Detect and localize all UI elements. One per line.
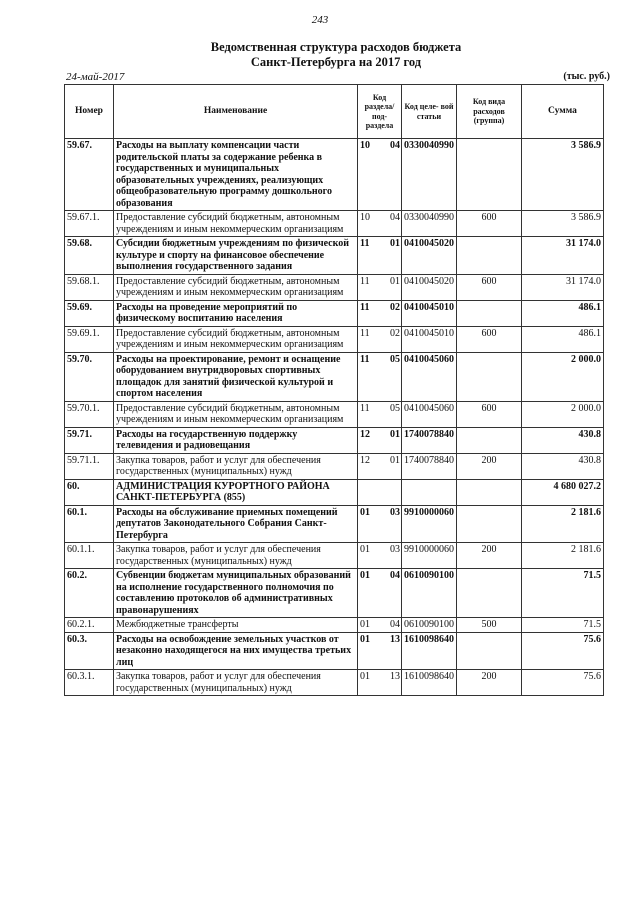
row-amount: 3 586.9 — [522, 211, 604, 237]
table-row — [65, 326, 604, 352]
subsection-code: 03 — [390, 544, 400, 555]
row-name: Расходы на выплату компенсации части родительской платы за содержание ребенка в государственных и муниципальных образовательных учреждениях, реализующих общеобразовательную программу дошкольного образования — [114, 139, 358, 211]
table-row — [65, 139, 604, 211]
row-amount: 71.5 — [522, 569, 604, 618]
row-expense-type-code: 200 — [457, 670, 522, 696]
row-expense-type-code — [457, 352, 522, 401]
subsection-code: 05 — [390, 402, 400, 414]
subsection-code: 02 — [390, 301, 400, 313]
table-row — [65, 505, 604, 543]
row-name: Предоставление субсидий бюджетным, автономным учреждениям и иным некоммерческим организациям — [114, 211, 358, 237]
row-number: 60.3. — [65, 632, 114, 670]
table-row — [65, 632, 604, 670]
row-name: Предоставление субсидий бюджетным, автономным учреждениям и иным некоммерческим организациям — [114, 401, 358, 427]
row-number: 59.69.1. — [65, 326, 114, 352]
row-name: Расходы на государственную поддержку телевидения и радиовещания — [114, 427, 358, 453]
row-name: Субсидии бюджетным учреждениям по физической культуре и спорту на финансовое обеспечение выполнения государственного задания — [114, 237, 358, 275]
expenditure-table — [64, 84, 604, 696]
row-target-code: 0330040990 — [402, 211, 457, 237]
row-name: Закупка товаров, работ и услуг для обеспечения государственных (муниципальных) нужд — [114, 453, 358, 479]
row-section-code — [358, 401, 402, 427]
section-code: 01 — [360, 619, 370, 630]
row-target-code: 0330040990 — [402, 139, 457, 211]
row-name: Расходы на освобождение земельных участков от незаконно находящегося на них имущества третьих лиц — [114, 632, 358, 670]
row-target-code — [402, 479, 457, 505]
row-expense-type-code: 600 — [457, 274, 522, 300]
row-number: 60.1. — [65, 505, 114, 543]
row-section-code — [358, 427, 402, 453]
row-section-code — [358, 352, 402, 401]
row-target-code: 0610090100 — [402, 618, 457, 633]
section-code: 10 — [360, 212, 370, 223]
row-number: 59.71.1. — [65, 453, 114, 479]
row-name: Закупка товаров, работ и услуг для обеспечения государственных (муниципальных) нужд — [114, 543, 358, 569]
section-code: 01 — [360, 570, 370, 581]
table-row — [65, 401, 604, 427]
row-expense-type-code: 600 — [457, 211, 522, 237]
row-target-code: 9910000060 — [402, 543, 457, 569]
row-amount: 31 174.0 — [522, 237, 604, 275]
row-section-code — [358, 300, 402, 326]
row-name: Расходы на обслуживание приемных помещений депутатов Законодательного Собрания Санкт-Петербурга — [114, 505, 358, 543]
header-expense-type-code: Код вида расходов (группа) — [457, 85, 522, 139]
row-section-code — [358, 479, 402, 505]
table-row — [65, 543, 604, 569]
row-number: 60.2.1. — [65, 618, 114, 633]
row-amount: 75.6 — [522, 632, 604, 670]
row-target-code: 0410045020 — [402, 237, 457, 275]
row-amount: 2 000.0 — [522, 352, 604, 401]
row-expense-type-code — [457, 427, 522, 453]
row-section-code — [358, 618, 402, 633]
subsection-code: 03 — [390, 506, 400, 518]
row-number: 60.1.1. — [65, 543, 114, 569]
row-amount: 75.6 — [522, 670, 604, 696]
row-expense-type-code — [457, 139, 522, 211]
row-expense-type-code — [457, 505, 522, 543]
row-expense-type-code: 600 — [457, 326, 522, 352]
table-row — [65, 453, 604, 479]
section-code: 10 — [360, 140, 370, 151]
header-number: Номер — [65, 85, 114, 139]
row-target-code: 0410045020 — [402, 274, 457, 300]
row-amount: 2 181.6 — [522, 505, 604, 543]
section-code: 11 — [360, 353, 370, 365]
row-target-code: 1610098640 — [402, 670, 457, 696]
row-target-code: 0410045060 — [402, 352, 457, 401]
section-code: 12 — [360, 428, 370, 440]
header-section-code: Код раздела/ под- раздела — [358, 85, 402, 139]
row-expense-type-code — [457, 300, 522, 326]
row-section-code — [358, 237, 402, 275]
row-number: 59.67.1. — [65, 211, 114, 237]
row-amount: 31 174.0 — [522, 274, 604, 300]
row-section-code — [358, 670, 402, 696]
subsection-code: 13 — [390, 671, 400, 682]
row-name: Субвенции бюджетам муниципальных образований на исполнение государственного полномочия по составлению протоколов об административных правонарушениях — [114, 569, 358, 618]
row-number: 59.68. — [65, 237, 114, 275]
header-name: Наименование — [114, 85, 358, 139]
section-code: 01 — [360, 633, 370, 645]
row-section-code — [358, 211, 402, 237]
table-row — [65, 427, 604, 453]
table-row — [65, 237, 604, 275]
subsection-code: 01 — [390, 428, 400, 440]
row-section-code — [358, 326, 402, 352]
subsection-code: 04 — [390, 212, 400, 223]
row-expense-type-code — [457, 632, 522, 670]
section-code: 01 — [360, 671, 370, 682]
subsection-code: 01 — [390, 238, 400, 249]
subsection-code: 04 — [390, 570, 400, 581]
section-code: 11 — [360, 238, 370, 249]
row-number: 60. — [65, 479, 114, 505]
section-code: 01 — [360, 544, 370, 555]
row-section-code — [358, 139, 402, 211]
page-number: 243 — [311, 14, 329, 26]
row-name: Межбюджетные трансферты — [114, 618, 358, 633]
table-row — [65, 670, 604, 696]
subsection-code: 04 — [390, 140, 400, 151]
table-header-row — [65, 85, 604, 139]
section-code: 11 — [360, 275, 370, 287]
row-expense-type-code — [457, 569, 522, 618]
row-amount: 4 680 027.2 — [522, 479, 604, 505]
row-section-code — [358, 453, 402, 479]
row-section-code — [358, 505, 402, 543]
row-number: 60.2. — [65, 569, 114, 618]
row-target-code: 0410045010 — [402, 300, 457, 326]
table-row — [65, 618, 604, 633]
row-amount: 2 000.0 — [522, 401, 604, 427]
section-code: 11 — [360, 327, 370, 339]
row-section-code — [358, 569, 402, 618]
row-name: Предоставление субсидий бюджетным, автономным учреждениям и иным некоммерческим организациям — [114, 274, 358, 300]
row-name: АДМИНИСТРАЦИЯ КУРОРТНОГО РАЙОНА САНКТ-ПЕТЕРБУРГА (855) — [114, 479, 358, 505]
row-target-code: 1740078840 — [402, 453, 457, 479]
row-number: 59.70.1. — [65, 401, 114, 427]
row-target-code: 9910000060 — [402, 505, 457, 543]
row-target-code: 1740078840 — [402, 427, 457, 453]
section-code: 11 — [360, 301, 370, 313]
row-amount: 486.1 — [522, 300, 604, 326]
subsection-code: 02 — [390, 327, 400, 339]
row-target-code: 0410045010 — [402, 326, 457, 352]
row-number: 59.68.1. — [65, 274, 114, 300]
row-expense-type-code: 600 — [457, 401, 522, 427]
table-row — [65, 352, 604, 401]
table-row — [65, 300, 604, 326]
section-code: 12 — [360, 454, 370, 466]
title-line-2: Санкт-Петербурга на 2017 год — [250, 55, 422, 69]
subsection-code: 01 — [390, 275, 400, 287]
row-section-code — [358, 632, 402, 670]
row-name: Закупка товаров, работ и услуг для обеспечения государственных (муниципальных) нужд — [114, 670, 358, 696]
header-amount: Сумма — [522, 85, 604, 139]
subsection-code: 01 — [390, 454, 400, 466]
row-expense-type-code — [457, 237, 522, 275]
header-target-code: Код целе- вой статьи — [402, 85, 457, 139]
subsection-code: 05 — [390, 353, 400, 365]
document-title — [0, 40, 640, 70]
table-row — [65, 211, 604, 237]
row-amount: 486.1 — [522, 326, 604, 352]
row-number: 59.69. — [65, 300, 114, 326]
section-code: 01 — [360, 506, 370, 518]
row-target-code: 0610090100 — [402, 569, 457, 618]
row-name: Расходы на проектирование, ремонт и оснащение оборудованием внутридворовых спортивных площадок для занятий физической культурой и спортом населения — [114, 352, 358, 401]
row-expense-type-code: 200 — [457, 453, 522, 479]
row-amount: 71.5 — [522, 618, 604, 633]
title-line-1: Ведомственная структура расходов бюджета — [210, 40, 462, 54]
row-number: 59.67. — [65, 139, 114, 211]
subsection-code: 04 — [390, 619, 400, 630]
row-amount: 3 586.9 — [522, 139, 604, 211]
row-amount: 2 181.6 — [522, 543, 604, 569]
row-expense-type-code: 500 — [457, 618, 522, 633]
row-section-code — [358, 543, 402, 569]
row-amount: 430.8 — [522, 427, 604, 453]
row-number: 59.71. — [65, 427, 114, 453]
document-date: 24-май-2017 — [66, 71, 125, 83]
section-code: 11 — [360, 402, 370, 414]
table-row — [65, 274, 604, 300]
row-target-code: 1610098640 — [402, 632, 457, 670]
row-number: 59.70. — [65, 352, 114, 401]
units-label: (тыс. руб.) — [563, 71, 610, 82]
table-row — [65, 479, 604, 505]
row-expense-type-code — [457, 479, 522, 505]
row-section-code — [358, 274, 402, 300]
row-name: Расходы на проведение мероприятий по физическому воспитанию населения — [114, 300, 358, 326]
row-expense-type-code: 200 — [457, 543, 522, 569]
subsection-code: 13 — [390, 633, 400, 645]
row-number: 60.3.1. — [65, 670, 114, 696]
row-name: Предоставление субсидий бюджетным, автономным учреждениям и иным некоммерческим организациям — [114, 326, 358, 352]
table-row — [65, 569, 604, 618]
row-amount: 430.8 — [522, 453, 604, 479]
row-target-code: 0410045060 — [402, 401, 457, 427]
